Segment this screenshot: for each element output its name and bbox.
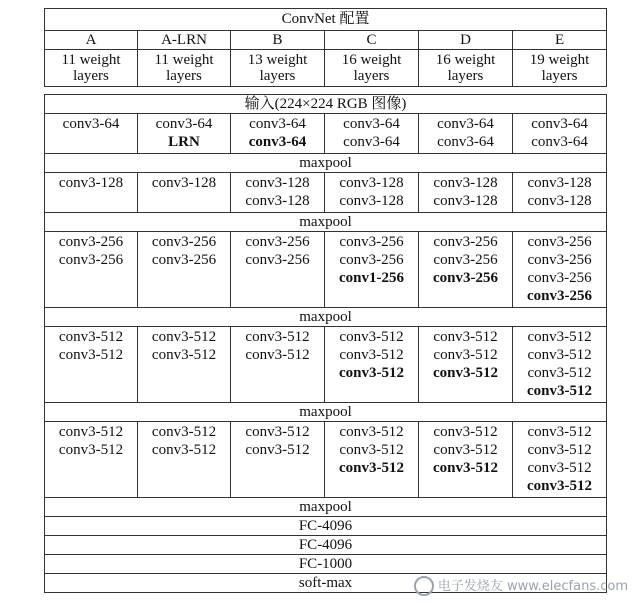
layer-entry: conv3-256 [339,252,404,268]
conv-block-cell [138,173,231,213]
layer-entry: conv3-512 [527,478,593,494]
layer-entry: conv3-512 [527,424,592,440]
column-desc-line: 11 weight [154,52,214,68]
input-row [45,95,607,114]
conv-block-row [45,232,607,308]
maxpool-row [45,213,607,232]
column-id: A [45,31,138,50]
layer-entry: conv3-256 [527,270,592,286]
maxpool-label: maxpool [45,213,607,232]
column-desc-line: layers [166,68,202,84]
fc-layer-label: FC-4096 [45,517,607,536]
table-body [45,9,607,593]
conv-block-cell [138,422,231,498]
conv-block-cell [138,114,231,154]
layer-entry: conv3-128 [433,193,498,209]
conv-block-cell [231,114,325,154]
layer-entry: conv3-256 [433,234,498,250]
conv-block-cell [419,422,513,498]
layer-entry: conv3-512 [151,424,217,440]
conv-block-cell [325,232,419,308]
conv-block-cell [45,232,138,308]
maxpool-row [45,403,607,422]
maxpool-label: maxpool [45,498,607,517]
fc-layer-row [45,555,607,574]
conv-block-row [45,422,607,498]
conv-block-cell [419,327,513,403]
column-desc [138,50,231,87]
layer-entry: conv3-64 [437,134,494,150]
layer-entry: conv3-512 [245,347,310,363]
convnet-config-table [44,8,607,593]
layer-entry: conv3-512 [527,442,592,458]
spacer-row [45,87,607,95]
conv-block-cell [513,327,607,403]
maxpool-row [45,154,607,173]
conv-block-cell [45,422,138,498]
layer-entry: conv3-256 [433,252,498,268]
layer-entry: conv3-128 [151,175,217,191]
watermark [414,575,628,597]
column-desc [513,50,607,87]
layer-entry: conv3-128 [527,175,592,191]
layer-entry: conv3-512 [433,329,498,345]
layer-entry: conv3-256 [58,252,124,268]
layer-entry: conv3-256 [433,270,498,286]
fc-layer-row [45,536,607,555]
layer-entry: conv3-512 [527,329,592,345]
conv-block-cell [138,327,231,403]
layer-entry: conv3-512 [339,329,404,345]
conv-block-cell [231,173,325,213]
conv-block-cell [45,173,138,213]
column-desc-line: layers [541,68,578,84]
layer-entry: conv3-512 [245,329,310,345]
layer-entry: conv3-512 [339,460,404,476]
column-desc-line: layers [447,68,484,84]
conv-block-cell [325,422,419,498]
column-desc [325,50,419,87]
layer-entry: conv3-256 [527,252,592,268]
layer-entry: conv3-128 [58,175,124,191]
column-desc [231,50,325,87]
maxpool-label: maxpool [45,308,607,327]
layer-entry: conv3-512 [58,329,124,345]
maxpool-row [45,308,607,327]
column-desc-row [45,50,607,87]
layer-entry: conv3-512 [527,347,592,363]
conv-block-cell [138,232,231,308]
column-id: B [231,31,325,50]
column-desc-line: 13 weight [247,52,308,68]
layer-entry: conv3-512 [433,347,498,363]
layer-entry: conv3-64 [249,116,306,132]
layer-entry: conv1-256 [339,270,404,286]
conv-block-row [45,327,607,403]
layer-entry: conv3-512 [339,442,404,458]
layer-entry: conv3-512 [433,424,498,440]
conv-block-cell [419,173,513,213]
maxpool-row [45,498,607,517]
fc-layer-label: FC-1000 [45,555,607,574]
conv-block-row [45,114,607,154]
layer-entry: conv3-128 [245,175,310,191]
column-desc-line: layers [259,68,296,84]
layer-entry: LRN [168,134,200,150]
conv-block-cell [513,173,607,213]
layer-entry: conv3-512 [433,365,498,381]
layer-entry: conv3-512 [433,442,498,458]
layer-entry: conv3-256 [151,252,217,268]
conv-block-cell [419,232,513,308]
layer-entry: conv3-256 [245,252,310,268]
layer-entry: conv3-256 [527,234,592,250]
conv-block-cell [513,422,607,498]
layer-entry: conv3-512 [527,383,593,399]
column-id-row [45,31,607,50]
column-id: D [419,31,513,50]
layer-entry: conv3-128 [339,175,404,191]
conv-block-cell [231,327,325,403]
input-label: 输入(224×224 RGB 图像) [45,95,607,114]
fc-layer-label: soft-max [45,574,607,593]
layer-entry: conv3-64 [437,116,494,132]
column-id: C [325,31,419,50]
conv-block-cell [419,114,513,154]
maxpool-label: maxpool [45,154,607,173]
column-desc [419,50,513,87]
layer-entry: conv3-128 [527,193,592,209]
layer-entry: conv3-64 [531,134,588,150]
conv-block-cell [325,173,419,213]
layer-entry: conv3-512 [245,424,310,440]
layer-entry: conv3-128 [339,193,404,209]
table-title: ConvNet 配置 [45,9,607,31]
layer-entry: conv3-64 [531,116,588,132]
layer-entry: conv3-512 [151,329,217,345]
column-id: A-LRN [138,31,231,50]
conv-block-cell [231,232,325,308]
conv-block-cell [513,114,607,154]
column-desc-line: 11 weight [61,52,121,68]
conv-block-cell [513,232,607,308]
layer-entry: conv3-256 [245,234,310,250]
watermark-text: 电子发烧友 www.elecfans.com [437,578,628,594]
layer-entry: conv3-512 [58,424,124,440]
layer-entry: conv3-512 [339,424,404,440]
column-desc-line: 16 weight [341,52,402,68]
conv-block-cell [45,114,138,154]
layer-entry: conv3-256 [339,234,404,250]
layer-entry: conv3-512 [245,442,310,458]
watermark-logo-icon [414,576,434,596]
column-desc [45,50,138,87]
column-desc-line: 19 weight [529,52,590,68]
convnet-config-table-wrapper [44,8,606,593]
layer-entry: conv3-64 [155,116,213,132]
layer-entry: conv3-512 [527,460,592,476]
layer-entry: conv3-512 [339,347,404,363]
layer-entry: conv3-128 [245,193,310,209]
conv-block-row [45,173,607,213]
fc-layer-row [45,517,607,536]
conv-block-cell [231,422,325,498]
column-desc-line: layers [353,68,390,84]
layer-entry: conv3-64 [248,134,307,150]
column-desc-line: 16 weight [435,52,496,68]
maxpool-label: maxpool [45,403,607,422]
fc-layer-label: FC-4096 [45,536,607,555]
layer-entry: conv3-64 [62,116,120,132]
layer-entry: conv3-256 [527,288,593,304]
layer-entry: conv3-512 [151,347,217,363]
column-desc-line: layers [73,68,109,84]
layer-entry: conv3-512 [58,442,124,458]
layer-entry: conv3-256 [151,234,217,250]
conv-block-cell [325,327,419,403]
layer-entry: conv3-512 [339,365,404,381]
layer-entry: conv3-64 [343,134,400,150]
layer-entry: conv3-64 [343,116,400,132]
layer-entry: conv3-512 [527,365,592,381]
conv-block-cell [325,114,419,154]
conv-block-cell [45,327,138,403]
layer-entry: conv3-256 [58,234,124,250]
title-row [45,9,607,31]
layer-entry: conv3-512 [433,460,498,476]
layer-entry: conv3-512 [58,347,124,363]
column-id: E [513,31,607,50]
layer-entry: conv3-128 [433,175,498,191]
layer-entry: conv3-512 [151,442,217,458]
